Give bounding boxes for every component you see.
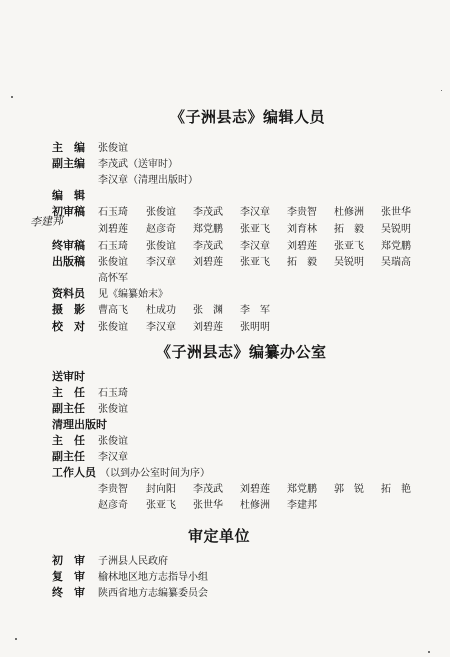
- name-cell: 拓 毅: [287, 257, 317, 268]
- name-cell: 张亚飞: [146, 500, 176, 511]
- deputy-editor-label: 副主编: [52, 157, 85, 170]
- name-cell: 拓 毅: [334, 224, 364, 235]
- name-cell: 郭 锐: [334, 484, 364, 495]
- name-cell: 张俊谊: [146, 207, 176, 218]
- name-cell: 李茂武: [193, 484, 223, 495]
- section-title-office: 《子洲县志》编纂办公室: [156, 343, 327, 361]
- name-cell: 封向阳: [146, 484, 176, 495]
- name-cell: 石玉琦: [98, 207, 128, 218]
- name-cell: 刘碧莲: [287, 241, 317, 252]
- publish-row-continued: 高怀军: [98, 273, 128, 284]
- name-cell: 刘碧莲: [98, 224, 128, 235]
- name-cell: 李建邦: [287, 500, 317, 511]
- deputy-director-label-2: 副主任: [52, 450, 85, 463]
- director-label-1: 主 任: [52, 386, 85, 399]
- name-cell: 张俊谊: [146, 241, 176, 252]
- name-cell: 刘碧莲: [193, 322, 223, 333]
- name-cell: 张世华: [381, 207, 411, 218]
- director-value-2: 张俊谊: [98, 436, 128, 447]
- name-cell: 吴锐明: [334, 257, 364, 268]
- photo-label: 摄 影: [52, 303, 85, 316]
- name-cell: 吴锐明: [381, 224, 411, 235]
- name-cell: 刘碧莲: [193, 257, 223, 268]
- first-review-label: 初 审: [52, 554, 85, 567]
- materials-value: 见《编纂始末》: [98, 289, 168, 300]
- name-cell: 杜成功: [146, 305, 176, 316]
- second-review-value: 榆林地区地方志指导小组: [98, 572, 208, 583]
- name-cell: 杜修洲: [240, 500, 270, 511]
- scan-speck: [441, 90, 442, 91]
- name-cell: 拓 艳: [381, 484, 411, 495]
- name-cell: 刘碧莲: [240, 484, 270, 495]
- name-cell: 石玉琦: [98, 241, 128, 252]
- draft-label: 初审稿: [52, 205, 85, 218]
- staff-label: 工作人员: [52, 466, 96, 479]
- scan-speck: [11, 96, 13, 98]
- review-time-label: 送审时: [52, 370, 85, 383]
- name-cell: 李汉章: [146, 322, 176, 333]
- staff-note: （以到办公室时间为序）: [100, 468, 210, 479]
- proof-label: 校 对: [52, 320, 85, 333]
- name-cell: 张世华: [193, 500, 223, 511]
- name-cell: 李 军: [240, 305, 270, 316]
- name-cell: 张明明: [240, 322, 270, 333]
- name-cell: 张俊谊: [98, 257, 128, 268]
- name-cell: 张亚飞: [240, 224, 270, 235]
- cleanup-time-label: 清理出版时: [52, 418, 107, 431]
- publish-draft-label: 出版稿: [52, 255, 85, 268]
- name-cell: 李贵智: [287, 207, 317, 218]
- name-cell: 杜修洲: [334, 207, 364, 218]
- final-draft-label: 终审稿: [52, 239, 85, 252]
- deputy-editor-value-2: 李汉章（清理出版时）: [98, 175, 198, 186]
- deputy-director-value-2: 李汉章: [98, 452, 128, 463]
- name-cell: 张亚飞: [334, 241, 364, 252]
- name-cell: 李汉章: [146, 257, 176, 268]
- name-cell: 张俊谊: [98, 322, 128, 333]
- name-cell: 吴瑞高: [381, 257, 411, 268]
- name-cell: 李茂武: [193, 241, 223, 252]
- first-review-value: 子洲县人民政府: [98, 556, 168, 567]
- final-review-label: 终 审: [52, 586, 85, 599]
- name-cell: 张 渊: [193, 305, 223, 316]
- name-cell: 李贵智: [98, 484, 128, 495]
- deputy-director-label-1: 副主任: [52, 402, 85, 415]
- name-cell: 赵彦奇: [146, 224, 176, 235]
- director-value-1: 石玉琦: [98, 388, 128, 399]
- name-cell: 郑党鹏: [381, 241, 411, 252]
- second-review-label: 复 审: [52, 570, 85, 583]
- deputy-director-value-1: 张俊谊: [98, 404, 128, 415]
- deputy-editor-value-1: 李茂武（送审时）: [98, 159, 178, 170]
- final-review-value: 陕西省地方志编纂委员会: [98, 588, 208, 599]
- scan-speck: [15, 638, 17, 640]
- name-cell: 曹高飞: [98, 305, 128, 316]
- name-cell: 刘育林: [287, 224, 317, 235]
- name-cell: 郑党鹏: [287, 484, 317, 495]
- director-label-2: 主 任: [52, 434, 85, 447]
- name-cell: 李汉章: [240, 207, 270, 218]
- edit-label: 编 辑: [52, 189, 85, 202]
- name-cell: 赵彦奇: [98, 500, 128, 511]
- materials-label: 资料员: [52, 287, 85, 300]
- name-cell: 张亚飞: [240, 257, 270, 268]
- chief-editor-value: 张俊谊: [98, 143, 128, 154]
- section-title-editors: 《子洲县志》编辑人员: [170, 108, 326, 126]
- chief-editor-label: 主 编: [52, 141, 85, 154]
- scan-speck: [428, 651, 430, 653]
- section-title-approval: 审定单位: [188, 527, 251, 545]
- name-cell: 李茂武: [193, 207, 223, 218]
- name-cell: 李汉章: [240, 241, 270, 252]
- handwritten-name-overwrite: 李建邦: [29, 214, 64, 229]
- name-cell: 郑党鹏: [193, 224, 223, 235]
